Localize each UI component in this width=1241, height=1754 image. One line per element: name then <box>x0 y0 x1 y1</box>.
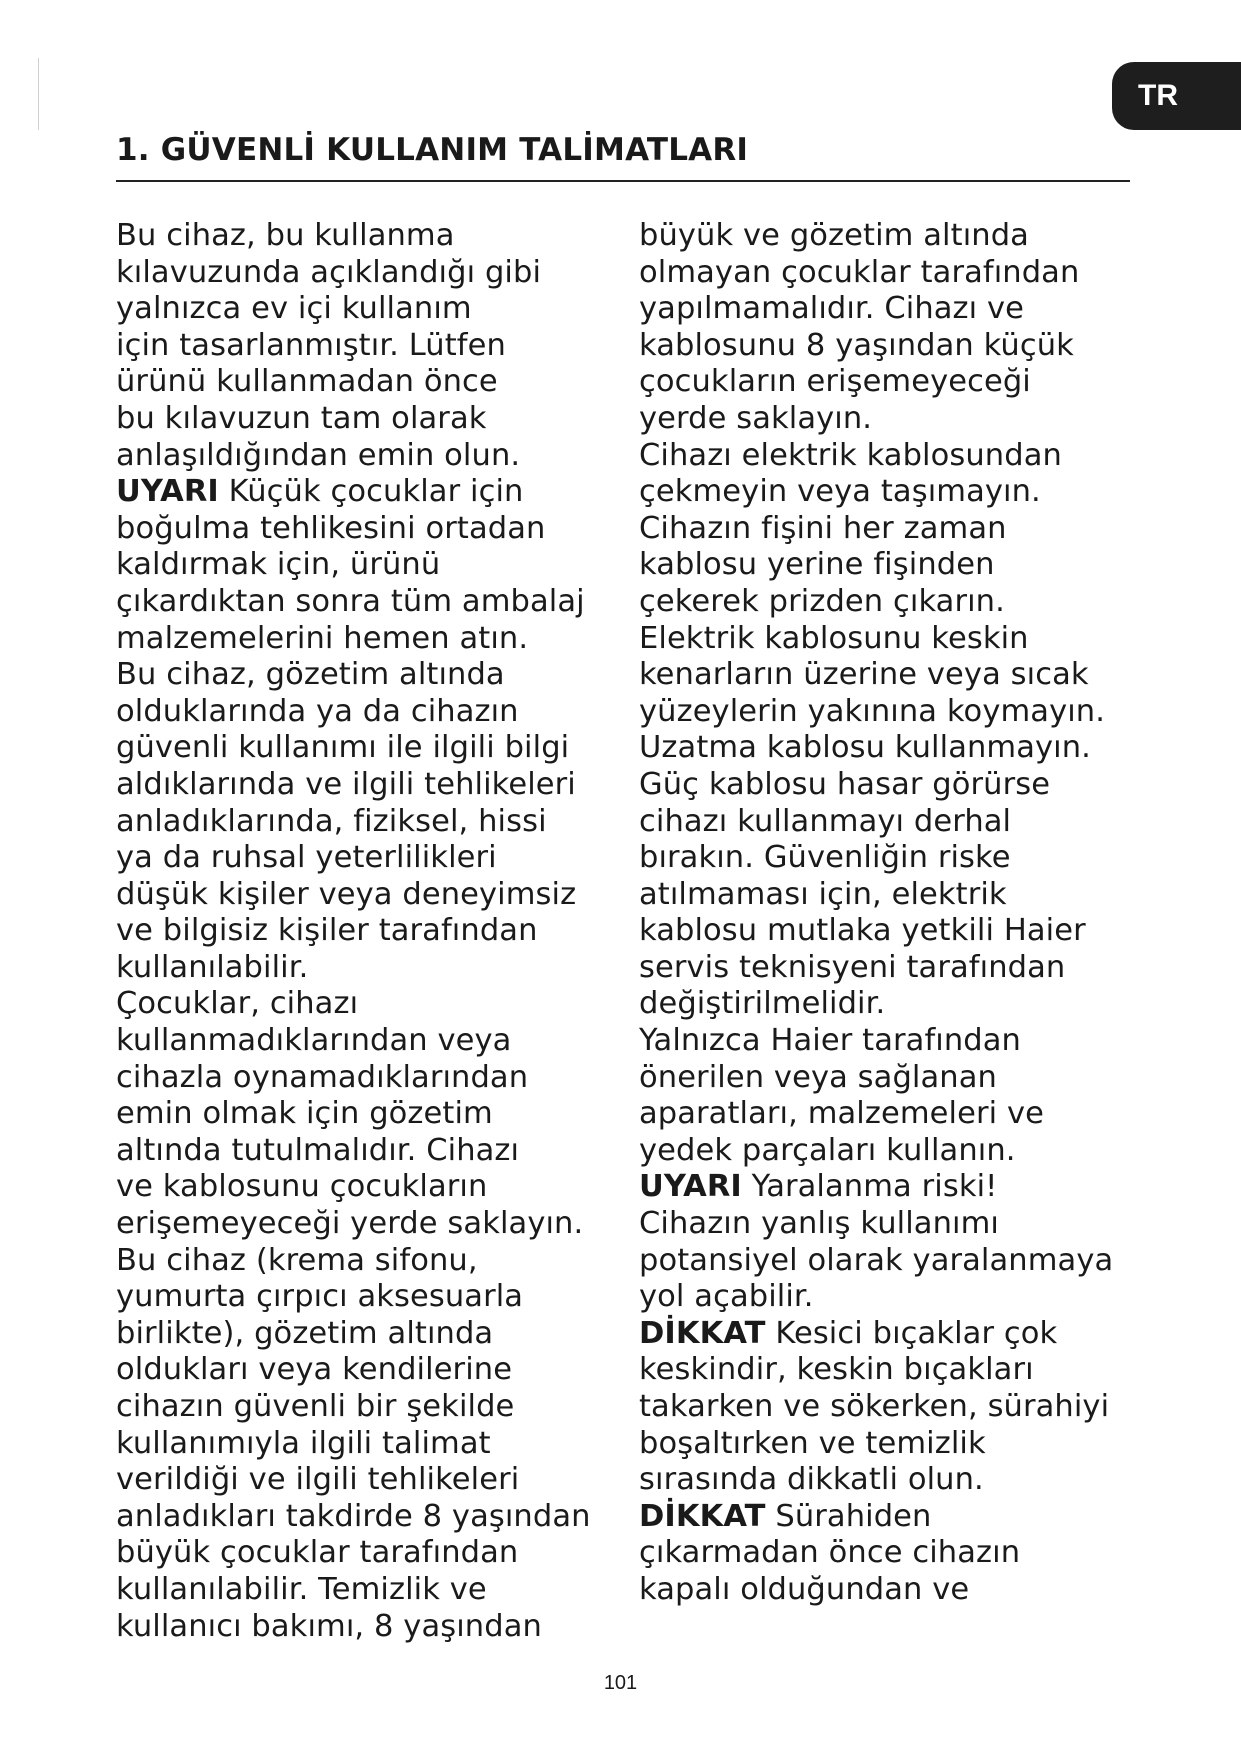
text-line <box>116 877 636 914</box>
text-line <box>116 657 636 694</box>
text-line <box>639 950 1139 987</box>
line-text: Elektrik kablosunu keskin <box>639 620 1029 656</box>
text-line <box>639 1169 1139 1206</box>
line-text: Uzatma kablosu kullanmayın. <box>639 730 1091 766</box>
line-text: Bu cihaz, bu kullanma <box>116 218 455 253</box>
line-text: ürünü kullanmadan önce <box>116 364 498 400</box>
line-text: çıkardıktan sonra tüm ambalaj <box>116 583 585 619</box>
text-line <box>639 1279 1139 1316</box>
line-text: çocukların erişemeyeceği <box>639 364 1031 400</box>
text-line <box>639 218 1139 255</box>
line-text: büyük ve gözetim altında <box>639 218 1029 253</box>
line-text: kablosunu 8 yaşından küçük <box>639 327 1074 363</box>
line-text: çekerek prizden çıkarın. <box>639 583 1005 619</box>
line-text: olmayan çocuklar tarafından <box>639 254 1080 290</box>
line-text: yedek parçaları kullanın. <box>639 1132 1016 1168</box>
line-text: altında tutulmalıdır. Cihazı <box>116 1132 520 1168</box>
text-line <box>639 255 1139 292</box>
text-line <box>116 1060 636 1097</box>
text-line <box>639 584 1139 621</box>
line-text: cihazla oynamadıklarından <box>116 1059 529 1095</box>
line-text: yüzeylerin yakınına koymayın. <box>639 693 1106 729</box>
text-line <box>116 1609 636 1646</box>
line-text: sırasında dikkatli olun. <box>639 1462 984 1498</box>
line-text: yalnızca ev içi kullanım <box>116 291 472 327</box>
text-line <box>116 730 636 767</box>
line-text: takarken ve sökerken, sürahiyi <box>639 1389 1110 1424</box>
text-line <box>639 694 1139 731</box>
line-text: emin olmak için gözetim <box>116 1096 493 1132</box>
text-line <box>116 1169 636 1206</box>
line-text: ve kablosunu çocukların <box>116 1169 488 1205</box>
line-text: malzemelerini hemen atın. <box>116 620 529 656</box>
line-text: boşaltırken ve temizlik <box>639 1425 986 1461</box>
line-text: düşük kişiler veya deneyimsiz <box>116 876 577 912</box>
text-line <box>116 255 636 292</box>
text-line <box>639 913 1139 950</box>
line-text: boğulma tehlikesini ortadan <box>116 510 546 546</box>
line-text: çekmeyin veya taşımayın. <box>639 474 1041 510</box>
line-text: Yalnızca Haier tarafından <box>639 1023 1021 1059</box>
text-line <box>116 1389 636 1426</box>
text-line <box>116 1352 636 1389</box>
line-text: değiştirilmelidir. <box>639 986 886 1022</box>
text-line <box>639 328 1139 365</box>
line-text: kablosu mutlaka yetkili Haier <box>639 913 1086 949</box>
line-text: kenarların üzerine veya sıcak <box>639 657 1089 693</box>
text-line <box>116 1499 636 1536</box>
line-text: ve bilgisiz kişiler tarafından <box>116 913 538 949</box>
text-line <box>639 621 1139 658</box>
text-line <box>116 474 636 511</box>
text-line <box>116 1316 636 1353</box>
line-text: anladıklarında, fiziksel, hissi <box>116 803 547 839</box>
text-line <box>116 1426 636 1463</box>
text-line <box>639 1535 1139 1572</box>
title-divider <box>116 180 1130 182</box>
text-line <box>639 1316 1139 1353</box>
text-line <box>116 621 636 658</box>
text-line <box>639 1023 1139 1060</box>
page-number: 101 <box>603 1672 638 1694</box>
section-title: 1. GÜVENLİ KULLANIM TALİMATLARI <box>116 132 749 168</box>
text-line <box>116 1206 636 1243</box>
text-line <box>116 767 636 804</box>
line-text: olduklarında ya da cihazın <box>116 693 519 729</box>
text-line <box>639 1426 1139 1463</box>
text-line <box>639 877 1139 914</box>
line-text: Bu cihaz, gözetim altında <box>116 657 505 693</box>
language-tab: TR <box>1112 62 1241 130</box>
line-text: yerde saklayın. <box>639 400 873 436</box>
line-text: yumurta çırpıcı aksesuarla <box>116 1279 524 1315</box>
text-line <box>116 986 636 1023</box>
line-text: Cihazın yanlış kullanımı <box>639 1206 999 1242</box>
line-text: Yaralanma riski! <box>741 1169 998 1205</box>
text-line <box>639 511 1139 548</box>
text-line <box>116 584 636 621</box>
line-text: aldıklarında ve ilgili tehlikeleri <box>116 766 576 802</box>
text-line <box>639 1243 1139 1280</box>
text-line <box>639 364 1139 401</box>
right-column <box>639 218 1139 1609</box>
text-line <box>639 840 1139 877</box>
text-line <box>116 1535 636 1572</box>
line-text: kullanılabilir. <box>116 949 309 985</box>
margin-rule <box>38 58 39 130</box>
warning-label: DİKKAT <box>639 1498 766 1534</box>
text-line <box>116 1243 636 1280</box>
line-text: keskindir, keskin bıçakları <box>639 1352 1034 1388</box>
line-text: kullanıcı bakımı, 8 yaşından <box>116 1608 542 1644</box>
line-text: kılavuzunda açıklandığı gibi <box>116 254 542 290</box>
text-line <box>639 1462 1139 1499</box>
line-text: Kesici bıçaklar çok <box>765 1315 1058 1351</box>
text-line <box>639 1572 1139 1609</box>
line-text: anlaşıldığından emin olun. <box>116 437 521 473</box>
line-text: cihazın güvenli bir şekilde <box>116 1389 515 1424</box>
text-line <box>639 1389 1139 1426</box>
line-text: kapalı olduğundan ve <box>639 1571 970 1607</box>
line-text: Güç kablosu hasar görürse <box>639 766 1051 802</box>
text-line <box>639 804 1139 841</box>
text-line <box>639 1133 1139 1170</box>
warning-label: UYARI <box>639 1169 742 1205</box>
text-line <box>116 1462 636 1499</box>
line-text: bu kılavuzun tam olarak <box>116 400 487 436</box>
warning-label: DİKKAT <box>639 1315 766 1351</box>
text-line <box>116 547 636 584</box>
text-line <box>639 291 1139 328</box>
text-line <box>116 364 636 401</box>
line-text: için tasarlanmıştır. Lütfen <box>116 327 506 363</box>
line-text: aparatları, malzemeleri ve <box>639 1096 1044 1132</box>
text-line <box>116 218 636 255</box>
line-text: potansiyel olarak yaralanmaya <box>639 1242 1114 1278</box>
line-text: ya da ruhsal yeterlilikleri <box>116 840 497 876</box>
text-line <box>639 474 1139 511</box>
line-text: yapılmamalıdır. Cihazı ve <box>639 291 1025 327</box>
left-column <box>116 218 636 1645</box>
text-line <box>116 1023 636 1060</box>
line-text: yol açabilir. <box>639 1279 814 1315</box>
text-line <box>116 401 636 438</box>
line-text: Çocuklar, cihazı <box>116 986 359 1022</box>
text-line <box>116 694 636 731</box>
line-text: Cihazı elektrik kablosundan <box>639 437 1062 473</box>
line-text: Küçük çocuklar için <box>218 474 524 510</box>
text-line <box>116 438 636 475</box>
line-text: kullanmadıklarından veya <box>116 1023 512 1059</box>
line-text: servis teknisyeni tarafından <box>639 949 1066 985</box>
line-text: erişemeyeceği yerde saklayın. <box>116 1206 584 1242</box>
line-text: Cihazın fişini her zaman <box>639 510 1007 546</box>
line-text: büyük çocuklar tarafından <box>116 1535 519 1571</box>
line-text: önerilen veya sağlanan <box>639 1059 997 1095</box>
line-text: kullanılabilir. Temizlik ve <box>116 1571 487 1607</box>
text-line <box>116 511 636 548</box>
text-line <box>639 1499 1139 1536</box>
text-line <box>639 730 1139 767</box>
text-line <box>116 328 636 365</box>
text-line <box>639 1096 1139 1133</box>
line-text: kaldırmak için, ürünü <box>116 547 441 583</box>
text-line <box>116 840 636 877</box>
line-text: güvenli kullanımı ile ilgili bilgi <box>116 730 570 766</box>
text-line <box>116 950 636 987</box>
text-line <box>639 1060 1139 1097</box>
text-line <box>116 804 636 841</box>
text-line <box>639 1206 1139 1243</box>
line-text: verildiği ve ilgili tehlikeleri <box>116 1462 520 1498</box>
text-line <box>639 1352 1139 1389</box>
line-text: çıkarmadan önce cihazın <box>639 1535 1021 1571</box>
text-line <box>116 1133 636 1170</box>
text-line <box>639 657 1139 694</box>
line-text: Bu cihaz (krema sifonu, <box>116 1242 478 1278</box>
text-line <box>116 913 636 950</box>
line-text: kullanımıyla ilgili talimat <box>116 1425 491 1461</box>
line-text: anladıkları takdirde 8 yaşından <box>116 1498 591 1534</box>
line-text: cihazı kullanmayı derhal <box>639 803 1012 839</box>
text-line <box>639 986 1139 1023</box>
text-line <box>639 401 1139 438</box>
line-text: bırakın. Güvenliğin riske <box>639 840 1011 876</box>
line-text: oldukları veya kendilerine <box>116 1352 513 1388</box>
line-text: birlikte), gözetim altında <box>116 1315 494 1351</box>
text-line <box>639 767 1139 804</box>
text-line <box>639 438 1139 475</box>
text-line <box>116 1572 636 1609</box>
line-text: Sürahiden <box>765 1498 932 1534</box>
text-line <box>116 1096 636 1133</box>
warning-label: UYARI <box>116 474 219 510</box>
line-text: kablosu yerine fişinden <box>639 547 995 583</box>
text-line <box>639 547 1139 584</box>
text-line <box>116 1279 636 1316</box>
line-text: atılmaması için, elektrik <box>639 876 1007 912</box>
text-line <box>116 291 636 328</box>
